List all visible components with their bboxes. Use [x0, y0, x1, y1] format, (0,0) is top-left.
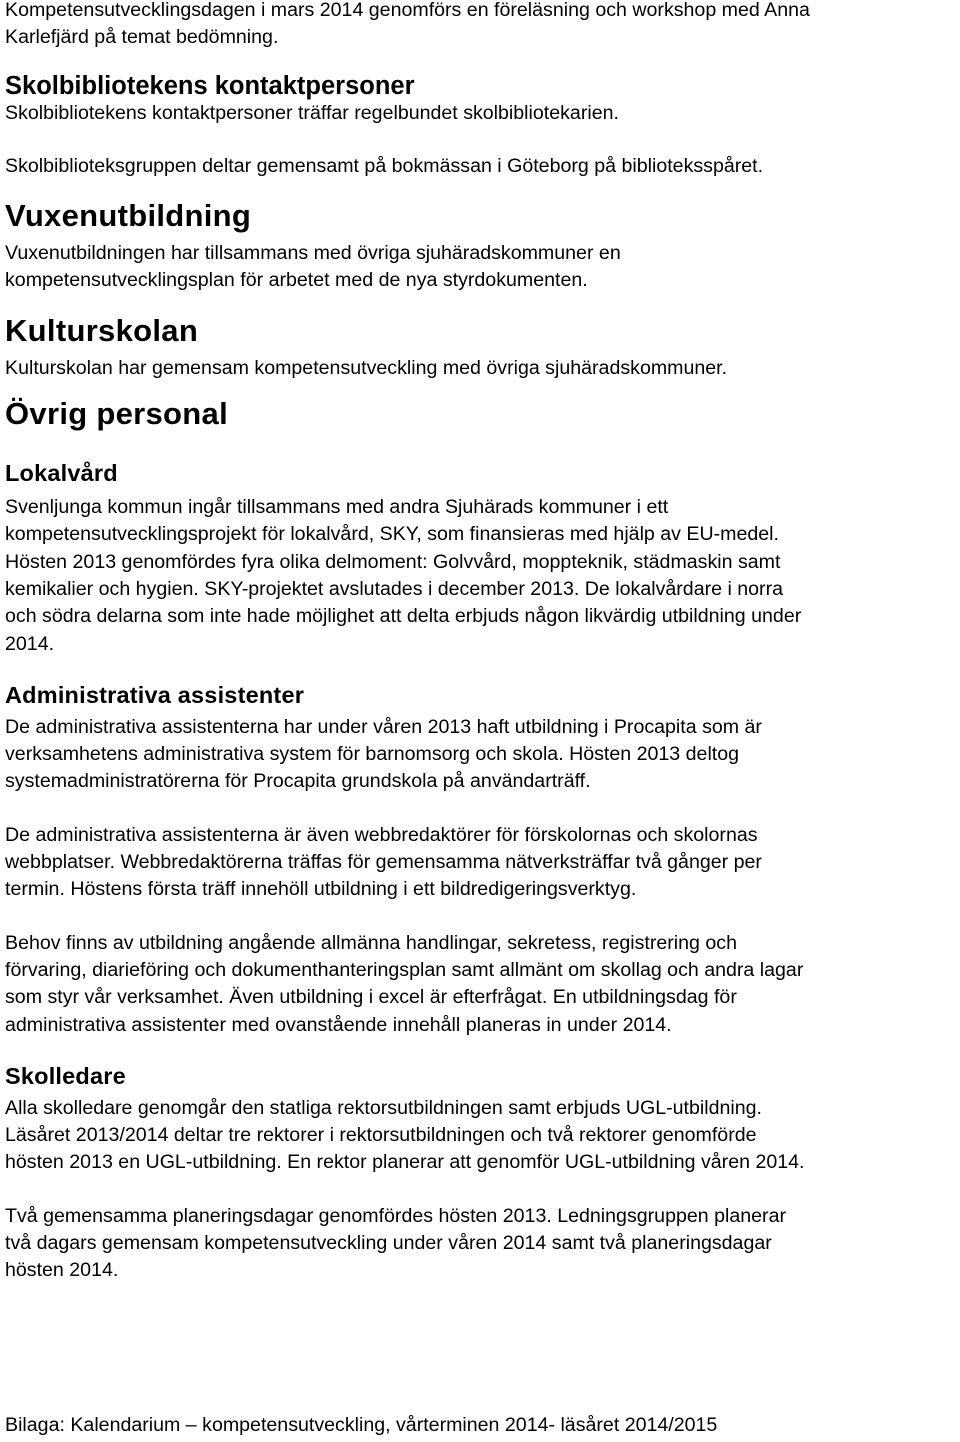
text-line: förvaring, diarieföring och dokumenthanteringsplan samt allmänt om skollag och andra lagar	[5, 958, 804, 981]
text-line: hösten 2014.	[5, 1259, 119, 1282]
paragraph	[5, 822, 953, 904]
heading-ovrig-personal: Övrig personal	[5, 396, 228, 432]
text-line: Svenljunga kommun ingår tillsammans med andra Sjuhärads kommuner i ett	[5, 496, 669, 519]
document-page	[5, 0, 953, 1285]
heading-lokalvard: Lokalvård	[5, 460, 118, 487]
attachment-note: Bilaga: Kalendarium – kompetensutveckling, vårterminen 2014- läsåret 2014/2015	[5, 1414, 718, 1436]
heading-administrativa-assistenter: Administrativa assistenter	[5, 681, 305, 708]
text-line: hösten 2013 en UGL-utbildning. En rektor planerar att genomför UGL-utbildning våren 2014.	[5, 1151, 805, 1174]
text-line: 2014.	[5, 632, 55, 655]
paragraph: Skolbibliotekens kontaktpersoner träffar regelbundet skolbibliotekarien.	[5, 101, 619, 124]
text-line: och södra delarna som inte hade möjlighet att delta erbjuds någon likvärdig utbildning under	[5, 605, 802, 628]
heading-vuxenutbildning: Vuxenutbildning	[5, 198, 252, 234]
text-line: Hösten 2013 genomfördes fyra olika delmoment: Golvvård, moppteknik, städmaskin samt	[5, 550, 781, 573]
paragraph	[5, 930, 953, 1039]
heading-skolbibliotek: Skolbibliotekens kontaktpersoner	[5, 71, 415, 100]
text-line: Alla skolledare genomgår den statliga rektorsutbildningen samt erbjuds UGL-utbildning.	[5, 1096, 762, 1119]
text-line: Kompetensutvecklingsdagen i mars 2014 genomförs en föreläsning och workshop med Anna	[5, 0, 810, 21]
paragraph	[5, 1095, 953, 1177]
text-line: De administrativa assistenterna är även webbredaktörer för förskolornas och skolornas	[5, 823, 758, 846]
paragraph	[5, 494, 953, 658]
text-line: De administrativa assistenterna har under våren 2013 haft utbildning i Procapita som är	[5, 715, 762, 738]
text-line: administrativa assistenter med ovanstående innehåll planeras in under 2014.	[5, 1013, 672, 1036]
text-line: Läsåret 2013/2014 deltar tre rektorer i rektorsutbildningen och två rektorer genomförde	[5, 1124, 757, 1147]
text-line: Två gemensamma planeringsdagar genomfördes hösten 2013. Ledningsgruppen planerar	[5, 1204, 786, 1227]
text-line: Behov finns av utbildning angående allmänna handlingar, sekretess, registrering och	[5, 931, 737, 954]
text-line: webbplatser. Webbredaktörerna träffas för gemensamma nätverksträffar två gånger per	[5, 851, 762, 874]
text-line: kemikalier och hygien. SKY-projektet avslutades i december 2013. De lokalvårdare i norra	[5, 577, 783, 600]
intro-paragraph	[5, 0, 953, 52]
paragraph	[5, 240, 953, 295]
paragraph: Kulturskolan har gemensam kompetensutveckling med övriga sjuhäradskommuner.	[5, 356, 728, 379]
paragraph	[5, 714, 953, 796]
text-line: som styr vår verksamhet. Även utbildning i excel är efterfrågat. En utbildningsdag för	[5, 986, 737, 1009]
heading-kulturskolan: Kulturskolan	[5, 312, 199, 348]
text-line: termin. Höstens första träff innehöll utbildning i ett bildredigeringsverktyg.	[5, 878, 637, 901]
paragraph	[5, 1203, 953, 1285]
text-line: Karlefjärd på temat bedömning.	[5, 26, 279, 49]
heading-skolledare: Skolledare	[5, 1062, 126, 1089]
text-line: kompetensutvecklingsplan för arbetet med de nya styrdokumenten.	[5, 269, 588, 292]
text-line: systemadministratörerna för Procapita grundskola på användarträff.	[5, 770, 591, 793]
text-line: verksamhetens administrativa system för barnomsorg och skola. Hösten 2013 deltog	[5, 743, 740, 766]
paragraph: Skolbiblioteksgruppen deltar gemensamt på bokmässan i Göteborg på biblioteksspåret.	[5, 154, 764, 177]
text-line: Vuxenutbildningen har tillsammans med övriga sjuhäradskommuner en	[5, 242, 621, 265]
text-line: två dagars gemensam kompetensutveckling under våren 2014 samt två planeringsdagar	[5, 1232, 772, 1255]
text-line: kompetensutvecklingsprojekt för lokalvård, SKY, som finansieras med hjälp av EU-medel.	[5, 523, 779, 546]
